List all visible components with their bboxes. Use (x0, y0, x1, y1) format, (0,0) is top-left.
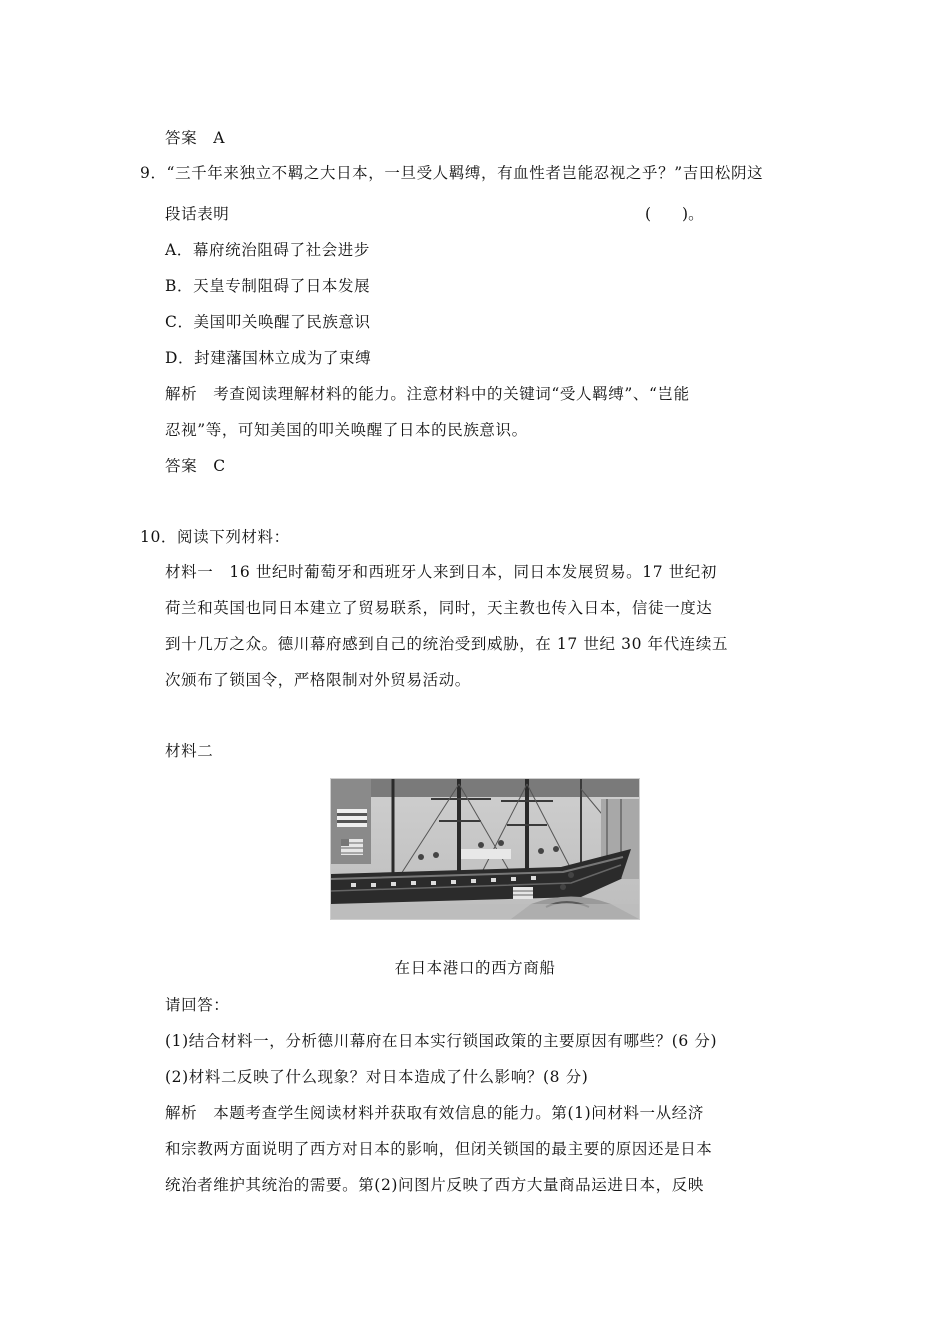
question-9-analysis-line-1: 解析 考查阅读理解材料的能力。注意材料中的关键词“受人羁缚”、“岂能 (165, 385, 690, 403)
question-10-analysis-line-1: 解析 本题考查学生阅读材料并获取有效信息的能力。第(1)问材料一从经济 (165, 1104, 704, 1122)
question-9-analysis-line-2: 忍视”等，可知美国的叩关唤醒了日本的民族意识。 (165, 421, 528, 439)
question-9-answer: 答案 C (165, 457, 226, 475)
question-9-answer-blank: ( )。 (645, 205, 704, 223)
question-9-stem-line-1: 9．“三千年来独立不羁之大日本，一旦受人羁缚，有血性者岂能忍视之乎？”吉田松阴这 (140, 164, 764, 182)
ship-illustration (330, 778, 640, 920)
material-2-label: 材料二 (165, 742, 214, 760)
previous-answer: 答案 A (165, 129, 226, 147)
question-10-part-2: (2)材料二反映了什么现象？对日本造成了什么影响？(8 分) (165, 1068, 589, 1086)
question-9-stem-line-2: 段话表明 (165, 205, 230, 223)
material-1-line-2: 荷兰和英国也同日本建立了贸易联系，同时，天主教也传入日本，信徒一度达 (165, 599, 713, 617)
question-9-option-a: A．幕府统治阻碍了社会进步 (165, 241, 370, 259)
material-1-line-3: 到十几万之众。德川幕府感到自己的统治受到威胁，在 17 世纪 30 年代连续五 (165, 635, 729, 653)
question-9-option-c: C．美国叩关唤醒了民族意识 (165, 313, 371, 331)
question-9-option-d: D．封建藩国林立成为了束缚 (165, 349, 372, 367)
answer-prompt: 请回答： (165, 996, 230, 1014)
material-1-line-1: 材料一 16 世纪时葡萄牙和西班牙人来到日本，同日本发展贸易。17 世纪初 (165, 563, 718, 581)
question-10-part-1: (1)结合材料一，分析德川幕府在日本实行锁国政策的主要原因有哪些？(6 分) (165, 1032, 718, 1050)
question-10-heading: 10．阅读下列材料： (140, 528, 290, 546)
question-10-analysis-line-2: 和宗教两方面说明了西方对日本的影响，但闭关锁国的最主要的原因还是日本 (165, 1140, 713, 1158)
question-10-analysis-line-3: 统治者维护其统治的需要。第(2)问图片反映了西方大量商品运进日本，反映 (165, 1176, 704, 1194)
material-1-line-4: 次颁布了锁国令，严格限制对外贸易活动。 (165, 671, 471, 689)
question-9-option-b: B．天皇专制阻碍了日本发展 (165, 277, 371, 295)
image-caption: 在日本港口的西方商船 (394, 959, 556, 977)
